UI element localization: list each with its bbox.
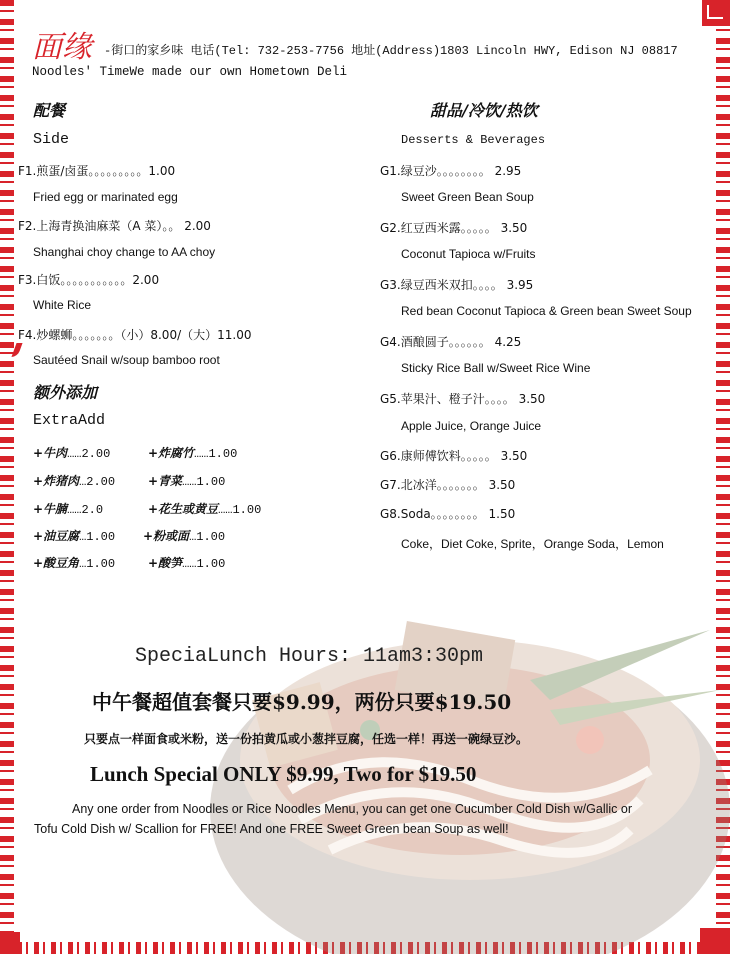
item-description: Apple Juice, Orange Juice	[401, 419, 542, 433]
desserts-section-title: 甜品/冷饮/热饮	[430, 101, 538, 120]
menu-item-f2	[18, 217, 211, 234]
menu-item-f1	[18, 162, 175, 179]
header-tagline: Noodles' TimeWe made our own Hometown Deli	[32, 65, 348, 79]
menu-item-g1: G1.绿豆沙。。。。。。。。 2.95	[380, 164, 522, 178]
header-contact-line: -街口的家乡味 电话(Tel: 732-253-7756 地址(Address)1803 Lincoln HWY, Edison NJ 08817	[104, 44, 678, 58]
restaurant-logo: 面缘	[32, 30, 92, 65]
lunch-hours: SpeciaLunch Hours: 11am3:30pm	[135, 645, 484, 668]
menu-item-g8: G8.Soda。。。。。。。。 1.50	[380, 507, 516, 521]
extra-item: +花生或黄豆……1.00	[148, 502, 262, 517]
lunch-price-chinese: 中午餐超值套餐只要$9.99，两份只要$19.50	[92, 690, 512, 714]
menu-item-f4	[18, 326, 251, 343]
extra-section-title: 额外添加	[33, 383, 98, 402]
lunch-description-chinese: 只要点一样面食或米粉，送一份拍黄瓜或小葱拌豆腐，任选一样！再送一碗绿豆沙。	[84, 732, 529, 746]
item-description: Red bean Coconut Tapioca & Green bean Sweet Soup	[401, 304, 692, 318]
extra-item: +酸笋……1.00	[148, 556, 226, 571]
extra-item: +牛腩……2.0	[33, 502, 104, 517]
left-border-pattern	[0, 0, 14, 954]
item-description: Sautéed Snail w/soup bamboo root	[33, 353, 220, 367]
menu-item-g6: G6.康师傅饮料。。。。。 3.50	[380, 449, 528, 463]
item-description: Coke，Diet Coke, Sprite，Orange Soda，Lemon	[401, 537, 664, 551]
extra-item: +油豆腐…1.00	[33, 529, 116, 544]
extra-item: +炸猪肉…2.00	[33, 474, 116, 489]
bottom-left-corner-ornament	[0, 932, 20, 954]
top-right-corner-ornament	[702, 0, 730, 26]
side-section-title: 配餐	[33, 101, 66, 120]
item-description: White Rice	[33, 298, 92, 312]
item-name: 上海青换油麻菜（A 菜）。。 2.00	[36, 219, 211, 233]
menu-item-g5: G5.苹果汁、橙子汁。。。。 3.50	[380, 392, 546, 406]
extra-item: +酸豆角…1.00	[33, 556, 116, 571]
item-description: Fried egg or marinated egg	[33, 190, 178, 204]
side-section-subtitle: Side	[33, 131, 70, 148]
item-code: F1.	[18, 164, 37, 178]
item-code: F4.	[18, 328, 37, 342]
extra-section-subtitle: ExtraAdd	[33, 412, 106, 429]
extra-item: +青菜……1.00	[148, 474, 226, 489]
lunch-description-line2: Tofu Cold Dish w/ Scallion for FREE! And one FREE Sweet Green bean Soup as well!	[34, 822, 509, 836]
menu-item-g4: G4.酒酿圆子。。。。。。 4.25	[380, 335, 522, 349]
item-description: Sticky Rice Ball w/Sweet Rice Wine	[401, 361, 591, 375]
item-name: 煎蛋/卤蛋。。。。。。。。。1.00	[36, 164, 176, 178]
menu-item-f3	[18, 271, 159, 288]
item-description: Coconut Tapioca w/Fruits	[401, 247, 536, 261]
item-description: Sweet Green Bean Soup	[401, 190, 534, 204]
desserts-section-subtitle: Desserts & Beverages	[401, 133, 546, 147]
lunch-description-line1: Any one order from Noodles or Rice Noodles Menu, you can get one Cucumber Cold Dish w/Gallic or	[72, 802, 632, 816]
menu-item-g2: G2.红豆西米露。。。。。 3.50	[380, 221, 528, 235]
menu-item-g3: G3.绿豆西米双扣。。。。 3.95	[380, 278, 534, 292]
item-name: 白饭。。。。。。。。。。。2.00	[36, 273, 160, 287]
extra-item: +牛肉……2.00	[33, 446, 111, 461]
item-code: F2.	[18, 219, 37, 233]
extra-item: +粉或面…1.00	[143, 529, 226, 544]
menu-item-g7: G7.北冰洋。。。。。。。 3.50	[380, 478, 516, 492]
extra-item: +炸腐竹……1.00	[148, 446, 238, 461]
item-name: 炒螺蛳。。。。。。。（小）8.00/（大）11.00	[36, 328, 252, 342]
item-code: F3.	[18, 273, 37, 287]
item-description: Shanghai choy change to AA choy	[33, 245, 216, 259]
lunch-special-title: Lunch Special ONLY $9.99, Two for $19.50	[90, 762, 477, 786]
